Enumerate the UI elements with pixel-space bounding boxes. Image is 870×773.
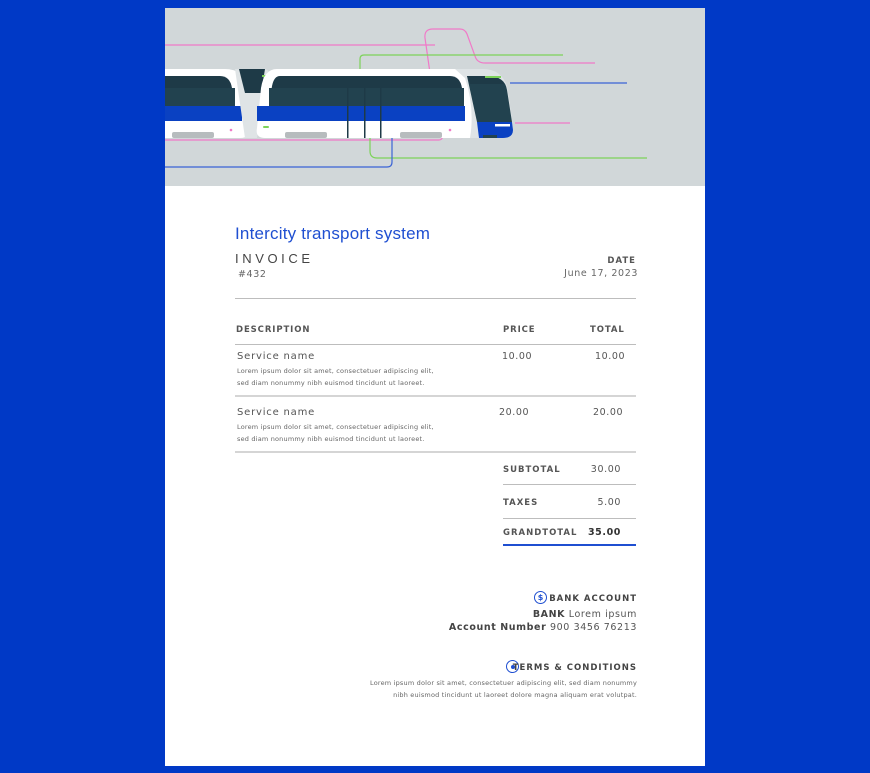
service-price: 20.00 (499, 407, 530, 418)
description-line: Lorem ipsum dolor sit amet, consectetuer adipiscing elit, (237, 423, 434, 431)
terms-line: Lorem ipsum dolor sit amet, consectetuer adipiscing elit, sed diam nonummy (369, 679, 637, 687)
terms-text (370, 678, 637, 701)
bank-label: BANK (532, 609, 566, 620)
account-number-label: Account Number (448, 622, 547, 633)
service-name: Service name (237, 407, 316, 418)
grandtotal-underline (503, 544, 636, 546)
invoice-page (165, 8, 705, 766)
service-name: Service name (237, 351, 316, 362)
description-line: Lorem ipsum dolor sit amet, consectetuer adipiscing elit, (237, 367, 434, 375)
description-line: sed diam nonummy nibh euismod tincidunt ut laoreet. (237, 379, 425, 387)
subtotal-value: 30.00 (590, 464, 621, 475)
subtotal-divider (503, 484, 636, 485)
taxes-value: 5.00 (597, 497, 621, 508)
column-price: PRICE (503, 325, 536, 335)
service-description (237, 365, 434, 389)
taxes-divider (503, 518, 636, 519)
dollar-circle-icon (534, 591, 547, 604)
service-price: 10.00 (502, 351, 533, 362)
column-description: DESCRIPTION (236, 325, 311, 335)
table-header-divider (235, 344, 636, 345)
terms-title: TERMS & CONDITIONS (512, 663, 637, 673)
date-value: June 17, 2023 (564, 268, 638, 279)
service-total: 10.00 (595, 351, 626, 362)
row-divider (235, 395, 636, 397)
train-banner (165, 8, 705, 186)
service-total: 20.00 (593, 407, 624, 418)
train-illustration-icon (165, 8, 705, 186)
subtotal-label: SUBTOTAL (503, 465, 561, 475)
bank-account-title: BANK ACCOUNT (549, 594, 637, 604)
date-label: DATE (607, 256, 636, 266)
taxes-label: TAXES (503, 498, 539, 508)
grandtotal-label: GRANDTOTAL (503, 528, 578, 538)
account-number-value: 900 3456 76213 (550, 622, 637, 633)
header-divider (235, 298, 636, 299)
grandtotal-value: 35.00 (587, 527, 621, 538)
service-description (237, 421, 434, 445)
bank-name-line (533, 609, 637, 620)
dollar-glyph: $ (537, 592, 544, 602)
column-total: TOTAL (590, 325, 625, 335)
terms-line: nibh euismod tincidunt ut laoreet dolore magna aliquam erat volutpat. (393, 690, 637, 699)
account-number-line (449, 622, 637, 633)
description-line: sed diam nonummy nibh euismod tincidunt ut laoreet. (237, 435, 425, 443)
company-name: Intercity transport system (235, 224, 431, 243)
bank-value: Lorem ipsum (568, 609, 637, 620)
invoice-number: #432 (238, 269, 267, 280)
row-divider (235, 451, 636, 453)
document-title: INVOICE (235, 251, 314, 266)
